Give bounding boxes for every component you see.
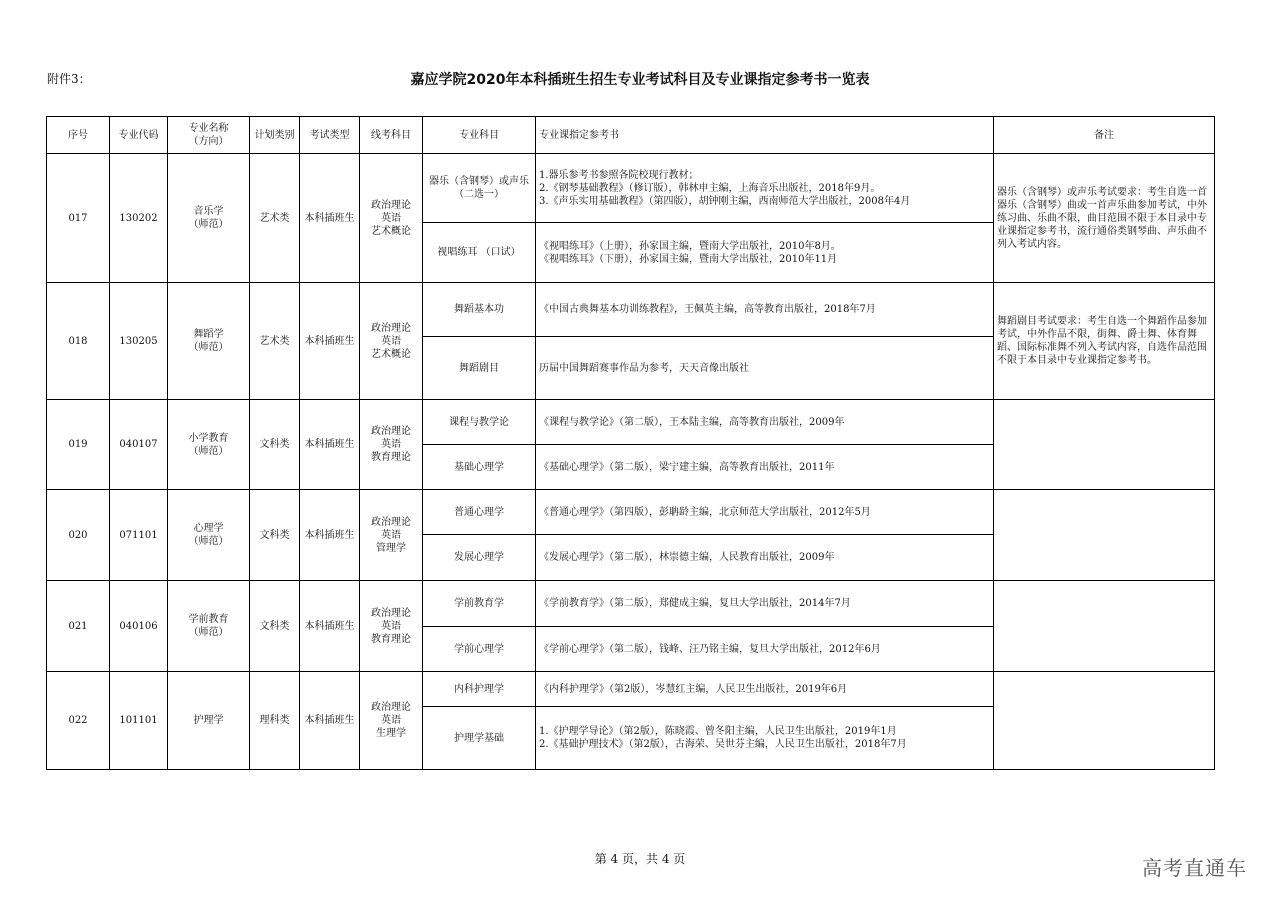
row-seq: 018 bbox=[47, 283, 110, 400]
row-books: 《中国古典舞基本功训练教程》，王佩英主编，高等教育出版社，2018年7月 bbox=[536, 283, 994, 337]
row-major-name: 心理学 （师范） bbox=[168, 490, 250, 581]
row-note bbox=[994, 490, 1215, 581]
row-books: 《普通心理学》（第四版），彭聃龄主编，北京师范大学出版社，2012年5月 bbox=[536, 490, 994, 535]
row-subject: 舞蹈剧目 bbox=[423, 337, 536, 400]
row-plan: 艺术类 bbox=[250, 154, 300, 283]
row-seq: 020 bbox=[47, 490, 110, 581]
row-note: 舞蹈剧目考试要求：考生自选一个舞蹈作品参加考试，中外作品不限，街舞、爵士舞、体育舞蹈、国际标准舞不列入考试内容，自选作品范围不限于本目录中专业课指定参考书。 bbox=[994, 283, 1215, 400]
header-note: 备注 bbox=[994, 117, 1215, 154]
table-row bbox=[47, 581, 1215, 627]
table-row bbox=[47, 400, 1215, 445]
row-major-name: 舞蹈学 （师范） bbox=[168, 283, 250, 400]
row-code: 130202 bbox=[110, 154, 168, 283]
header-code: 专业代码 bbox=[110, 117, 168, 154]
row-books: 《发展心理学》（第二版），林崇德主编，人民教育出版社，2009年 bbox=[536, 535, 994, 581]
row-subject: 内科护理学 bbox=[423, 672, 536, 707]
row-code: 040106 bbox=[110, 581, 168, 672]
row-line-subjects: 政治理论 英语 管理学 bbox=[360, 490, 423, 581]
header-plan: 计划类别 bbox=[250, 117, 300, 154]
row-seq: 019 bbox=[47, 400, 110, 490]
table-row bbox=[47, 672, 1215, 707]
row-exam-type: 本科插班生 bbox=[300, 672, 360, 770]
row-subject: 普通心理学 bbox=[423, 490, 536, 535]
row-line-subjects: 政治理论 英语 艺术概论 bbox=[360, 154, 423, 283]
row-books: 《视唱练耳》（上册），孙家国主编，暨南大学出版社，2010年8月。 《视唱练耳》（下册），孙家国主编，暨南大学出版社，2010年11月 bbox=[536, 223, 994, 283]
row-books: 《课程与教学论》（第二版），王本陆主编，高等教育出版社，2009年 bbox=[536, 400, 994, 445]
page-footer: 第 4 页，共 4 页 bbox=[594, 852, 686, 866]
row-subject: 课程与教学论 bbox=[423, 400, 536, 445]
row-subject: 护理学基础 bbox=[423, 707, 536, 770]
row-code: 130205 bbox=[110, 283, 168, 400]
row-books: 《学前教育学》（第二版），郑健成主编，复旦大学出版社，2014年7月 bbox=[536, 581, 994, 627]
row-line-subjects: 政治理论 英语 教育理论 bbox=[360, 581, 423, 672]
row-note: 器乐（含钢琴）或声乐考试要求：考生自选一首器乐（含钢琴）曲或一首声乐曲参加考试，中外练习曲、乐曲不限，曲目范围不限于本目录中专业课指定参考书，流行通俗类钢琴曲、声乐曲不列入考试内容。 bbox=[994, 154, 1215, 283]
page-title: 嘉应学院2020年本科插班生招生专业考试科目及专业课指定参考书一览表 bbox=[410, 72, 870, 88]
row-code: 040107 bbox=[110, 400, 168, 490]
table-header-row bbox=[47, 117, 1215, 154]
row-seq: 021 bbox=[47, 581, 110, 672]
row-subject: 视唱练耳 （口试） bbox=[423, 223, 536, 283]
row-code: 101101 bbox=[110, 672, 168, 770]
row-plan: 艺术类 bbox=[250, 283, 300, 400]
row-line-subjects: 政治理论 英语 生理学 bbox=[360, 672, 423, 770]
row-subject: 舞蹈基本功 bbox=[423, 283, 536, 337]
row-plan: 文科类 bbox=[250, 400, 300, 490]
row-major-name: 小学教育 （师范） bbox=[168, 400, 250, 490]
row-code: 071101 bbox=[110, 490, 168, 581]
row-exam-type: 本科插班生 bbox=[300, 490, 360, 581]
row-line-subjects: 政治理论 英语 艺术概论 bbox=[360, 283, 423, 400]
row-seq: 022 bbox=[47, 672, 110, 770]
row-subject: 学前教育学 bbox=[423, 581, 536, 627]
row-exam-type: 本科插班生 bbox=[300, 400, 360, 490]
header-subject: 专业科目 bbox=[423, 117, 536, 154]
row-seq: 017 bbox=[47, 154, 110, 283]
row-line-subjects: 政治理论 英语 教育理论 bbox=[360, 400, 423, 490]
row-books: 《学前心理学》（第二版），钱峰、汪乃铭主编，复旦大学出版社，2012年6月 bbox=[536, 627, 994, 672]
header-name: 专业名称 （方向） bbox=[168, 117, 250, 154]
exam-subjects-table bbox=[46, 116, 1215, 770]
row-books: 《基础心理学》（第二版），梁宁建主编，高等教育出版社，2011年 bbox=[536, 445, 994, 490]
row-plan: 文科类 bbox=[250, 581, 300, 672]
table-row bbox=[47, 154, 1215, 223]
row-exam-type: 本科插班生 bbox=[300, 154, 360, 283]
row-exam-type: 本科插班生 bbox=[300, 581, 360, 672]
row-books: 1.《护理学导论》（第2版），陈晓霞、曾冬阳主编，人民卫生出版社，2019年1月 2.《基础护理技术》（第2版），古海荣、吴世芬主编，人民卫生出版社，2018年7月 bbox=[536, 707, 994, 770]
row-major-name: 学前教育 （师范） bbox=[168, 581, 250, 672]
attachment-label: 附件3： bbox=[47, 72, 91, 86]
row-books: 《内科护理学》（第2版），岑慧红主编，人民卫生出版社，2019年6月 bbox=[536, 672, 994, 707]
row-exam-type: 本科插班生 bbox=[300, 283, 360, 400]
row-note bbox=[994, 672, 1215, 770]
row-plan: 理科类 bbox=[250, 672, 300, 770]
header-books: 专业课指定参考书 bbox=[536, 117, 994, 154]
row-subject: 学前心理学 bbox=[423, 627, 536, 672]
row-books: 1.器乐参考书参照各院校现行教材； 2.《钢琴基础教程》（修订版），韩林申主编，上海音乐出版社，2018年9月。 3.《声乐实用基础教程》（第四版），胡钟刚主编，西南师范大学出版社，2008年4月 bbox=[536, 154, 994, 223]
row-note bbox=[994, 400, 1215, 490]
header-seq: 序号 bbox=[47, 117, 110, 154]
row-books: 历届中国舞蹈赛事作品为参考，天天音像出版社 bbox=[536, 337, 994, 400]
table-row bbox=[47, 283, 1215, 337]
row-major-name: 护理学 bbox=[168, 672, 250, 770]
header-line-subjects: 线考科目 bbox=[360, 117, 423, 154]
row-major-name: 音乐学 （师范） bbox=[168, 154, 250, 283]
watermark: 高考直通车 bbox=[1142, 856, 1247, 880]
row-note bbox=[994, 581, 1215, 672]
row-subject: 基础心理学 bbox=[423, 445, 536, 490]
row-subject: 器乐（含钢琴）或声乐 （二选一） bbox=[423, 154, 536, 223]
row-plan: 文科类 bbox=[250, 490, 300, 581]
row-subject: 发展心理学 bbox=[423, 535, 536, 581]
table-row bbox=[47, 490, 1215, 535]
header-exam-type: 考试类型 bbox=[300, 117, 360, 154]
